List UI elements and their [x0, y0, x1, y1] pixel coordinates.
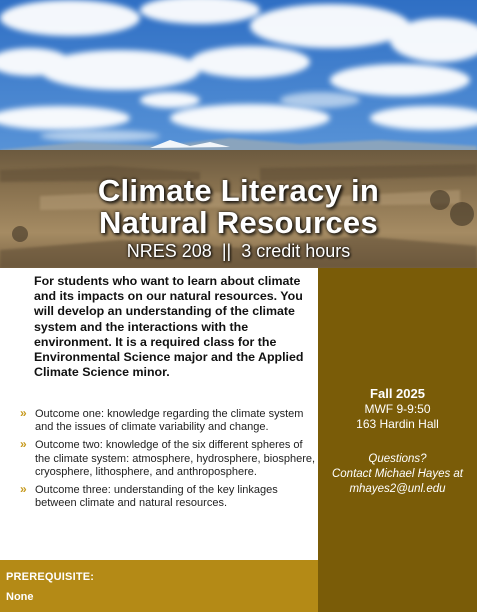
chevron-bullet-icon: » — [20, 437, 27, 452]
course-title-line-2: Natural Resources — [98, 205, 379, 240]
prerequisite-label: PREREQUISITE: — [6, 571, 95, 583]
course-subtitle — [0, 240, 477, 262]
class-location: 163 Hardin Hall — [356, 417, 439, 431]
class-time: MWF 9-9:50 — [364, 402, 431, 416]
outcome-item — [20, 484, 316, 510]
chevron-bullet-icon: » — [20, 406, 27, 420]
credit-hours: 3 credit hours — [241, 241, 351, 261]
course-code: NRES 208 — [126, 241, 212, 261]
contact-line: Contact Michael Hayes at — [331, 468, 464, 480]
prerequisite-value: None — [6, 591, 34, 603]
contact-block — [318, 452, 477, 497]
questions-label: Questions? — [368, 453, 427, 465]
prerequisite-box — [0, 560, 318, 612]
description-column — [0, 268, 318, 560]
term: Fall 2025 — [370, 386, 425, 401]
outcome-item — [20, 408, 316, 434]
course-title-line-1: Climate Literacy in — [97, 173, 380, 208]
schedule-block — [318, 386, 477, 432]
outcomes-list — [20, 408, 316, 515]
course-description: For students who want to learn about climate and its impacts on our natural resources. You will develop an understanding of the climate system and the interactions with the environment. It is a required class for the Environmental Science major and the Applied Climate Science minor. — [34, 274, 304, 380]
outcome-text: Outcome two: knowledge of the six different spheres of the climate system: atmosphere, hydrosphere, biosphere, cryosphere, lithosphere, and anthroposphere. — [35, 439, 316, 478]
header-photo-banner — [0, 0, 477, 268]
chevron-bullet-icon: » — [20, 482, 27, 497]
schedule-sidebar — [318, 268, 477, 612]
contact-email[interactable]: mhayes2@unl.edu — [349, 483, 446, 495]
outcome-text: Outcome three: understanding of the key linkages between climate and natural resources. — [35, 484, 278, 510]
outcome-item — [20, 439, 316, 479]
outcome-text: Outcome one: knowledge regarding the climate system and the issues of climate variability and change. — [35, 408, 304, 434]
subtitle-separator: || — [221, 241, 232, 261]
